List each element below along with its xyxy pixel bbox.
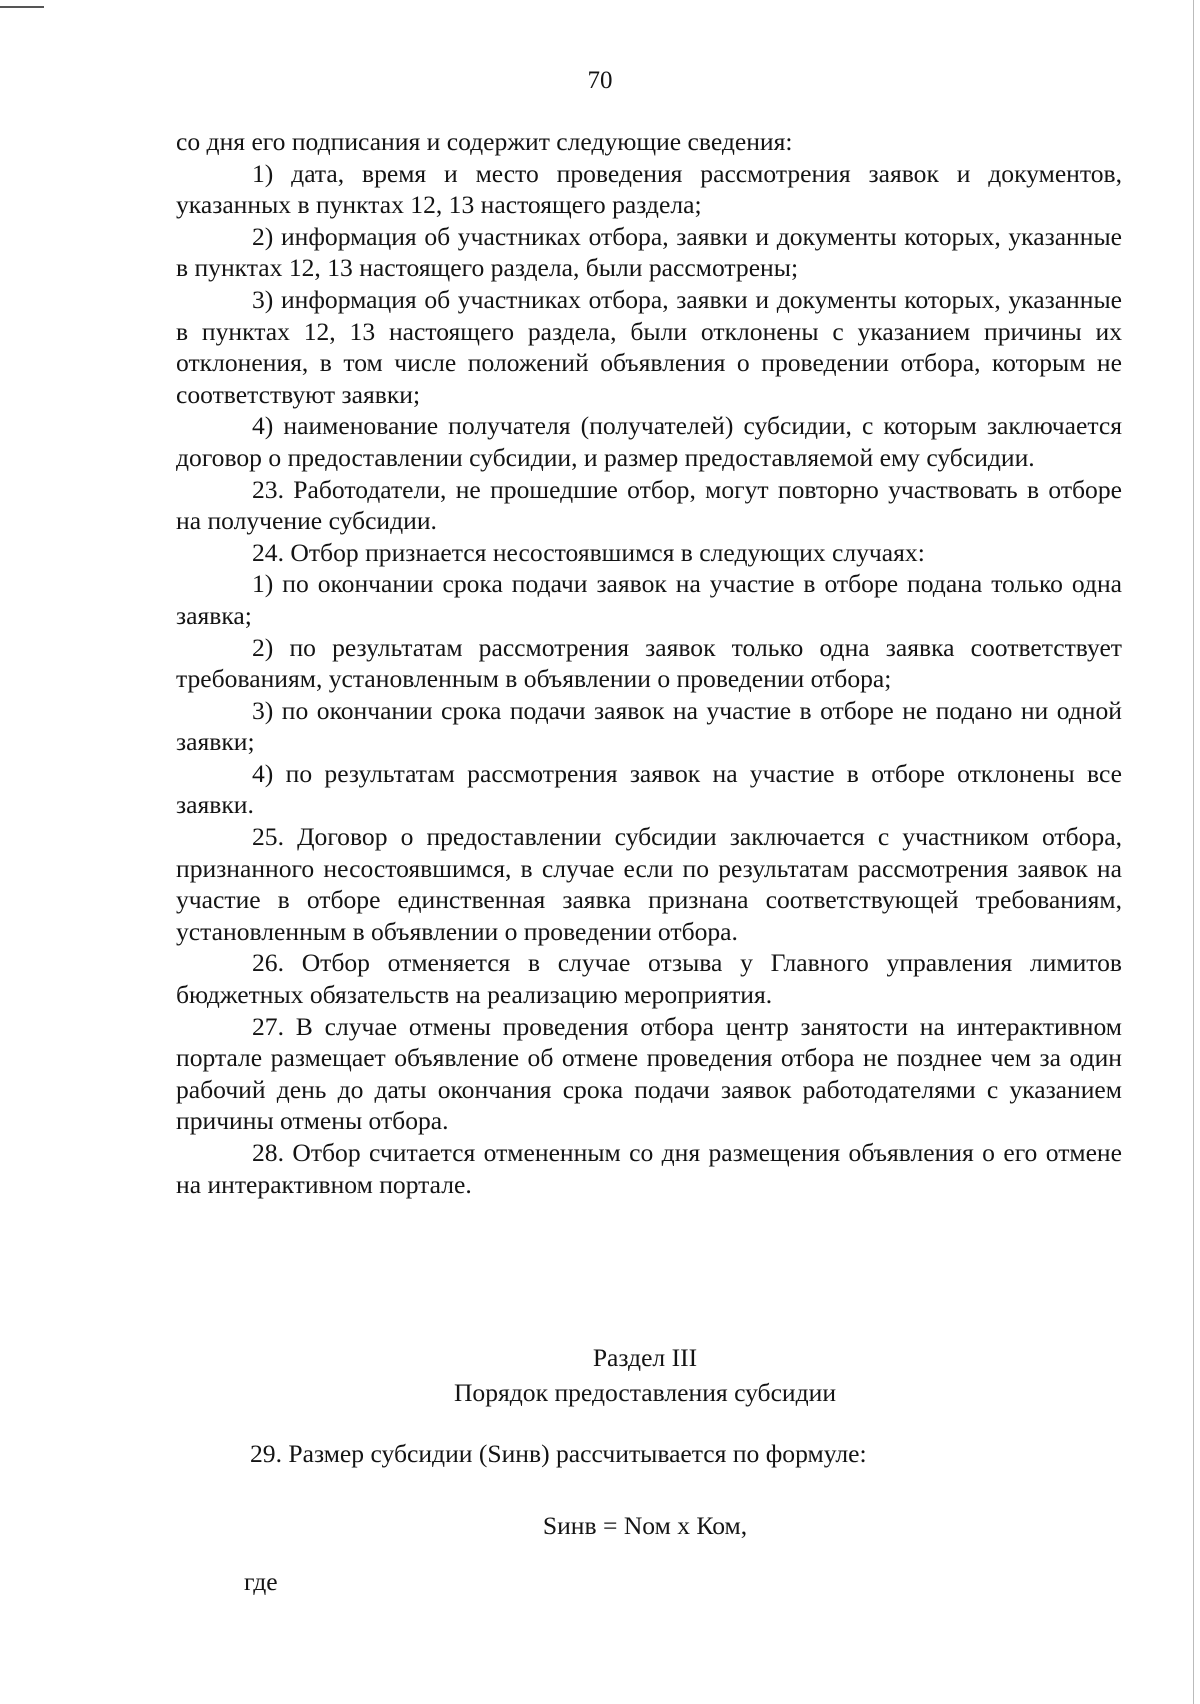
formula-where: где bbox=[244, 1567, 278, 1596]
paragraph: 28. Отбор считается отмененным со дня размещения объявления о его отмене на интерактивном портале. bbox=[176, 1138, 1122, 1199]
scan-edge-line bbox=[1193, 0, 1194, 1704]
section-title: Порядок предоставления субсидии bbox=[453, 1378, 837, 1407]
formula-intro: 29. Размер субсидии (Sинв) рассчитывается по формуле: bbox=[250, 1439, 867, 1468]
paragraph: 3) информация об участниках отбора, заявки и документы которых, указанные в пунктах 12, 13 настоящего раздела, были отклонены с указанием причины их отклонения, в том числе положений объявления о проведении отбора, которым не соответствуют заявки; bbox=[176, 284, 1122, 409]
formula: Sинв = Nом х Ком, bbox=[542, 1511, 748, 1540]
paragraph: 1) по окончании срока подачи заявок на участие в отборе подана только одна заявка; bbox=[176, 569, 1122, 630]
section-label: Раздел III bbox=[592, 1343, 698, 1372]
paragraph: 4) наименование получателя (получателей) субсидии, с которым заключается договор о предоставлении субсидии, и размер предоставляемой ему субсидии. bbox=[176, 411, 1122, 472]
paragraph: 23. Работодатели, не прошедшие отбор, могут повторно участвовать в отборе на получение субсидии. bbox=[176, 474, 1122, 536]
scan-corner-mark bbox=[0, 6, 44, 8]
section-heading bbox=[0, 1340, 1200, 1410]
paragraph: 2) по результатам рассмотрения заявок только одна заявка соответствует требованиям, установленным в объявлении о проведении отбора; bbox=[176, 632, 1122, 694]
paragraph: 25. Договор о предоставлении субсидии заключается с участником отбора, признанного несостоявшимся, в случае если по результатам рассмотрения заявок на участие в отборе единственная заявка признана соответствующей требованиям, установленным в объявлении о проведении отбора. bbox=[176, 822, 1122, 946]
paragraph: 27. В случае отмены проведения отбора центр занятости на интерактивном портале размещает объявление об отмене проведения отбора не позднее чем за один рабочий день до даты окончания срока подачи заявок работодателями с указанием причины отмены отбора. bbox=[176, 1011, 1122, 1136]
paragraph: 1) дата, время и место проведения рассмотрения заявок и документов, указанных в пунктах 12, 13 настоящего раздела; bbox=[176, 158, 1122, 220]
paragraph: 4) по результатам рассмотрения заявок на участие в отборе отклонены все заявки. bbox=[176, 758, 1122, 820]
paragraph: 3) по окончании срока подачи заявок на участие в отборе не подано ни одной заявки; bbox=[176, 695, 1122, 757]
paragraph: 2) информация об участниках отбора, заявки и документы которых, указанные в пунктах 12, 13 настоящего раздела, были рассмотрены; bbox=[176, 221, 1122, 283]
paragraph: 26. Отбор отменяется в случае отзыва у Главного управления лимитов бюджетных обязательств на реализацию мероприятия. bbox=[176, 948, 1122, 1010]
paragraph: 24. Отбор признается несостоявшимся в следующих случаях: bbox=[252, 537, 925, 567]
page-number: 70 bbox=[587, 67, 613, 94]
paragraph: со дня его подписания и содержит следующие сведения: bbox=[176, 127, 793, 156]
body-text bbox=[176, 126, 1122, 1200]
